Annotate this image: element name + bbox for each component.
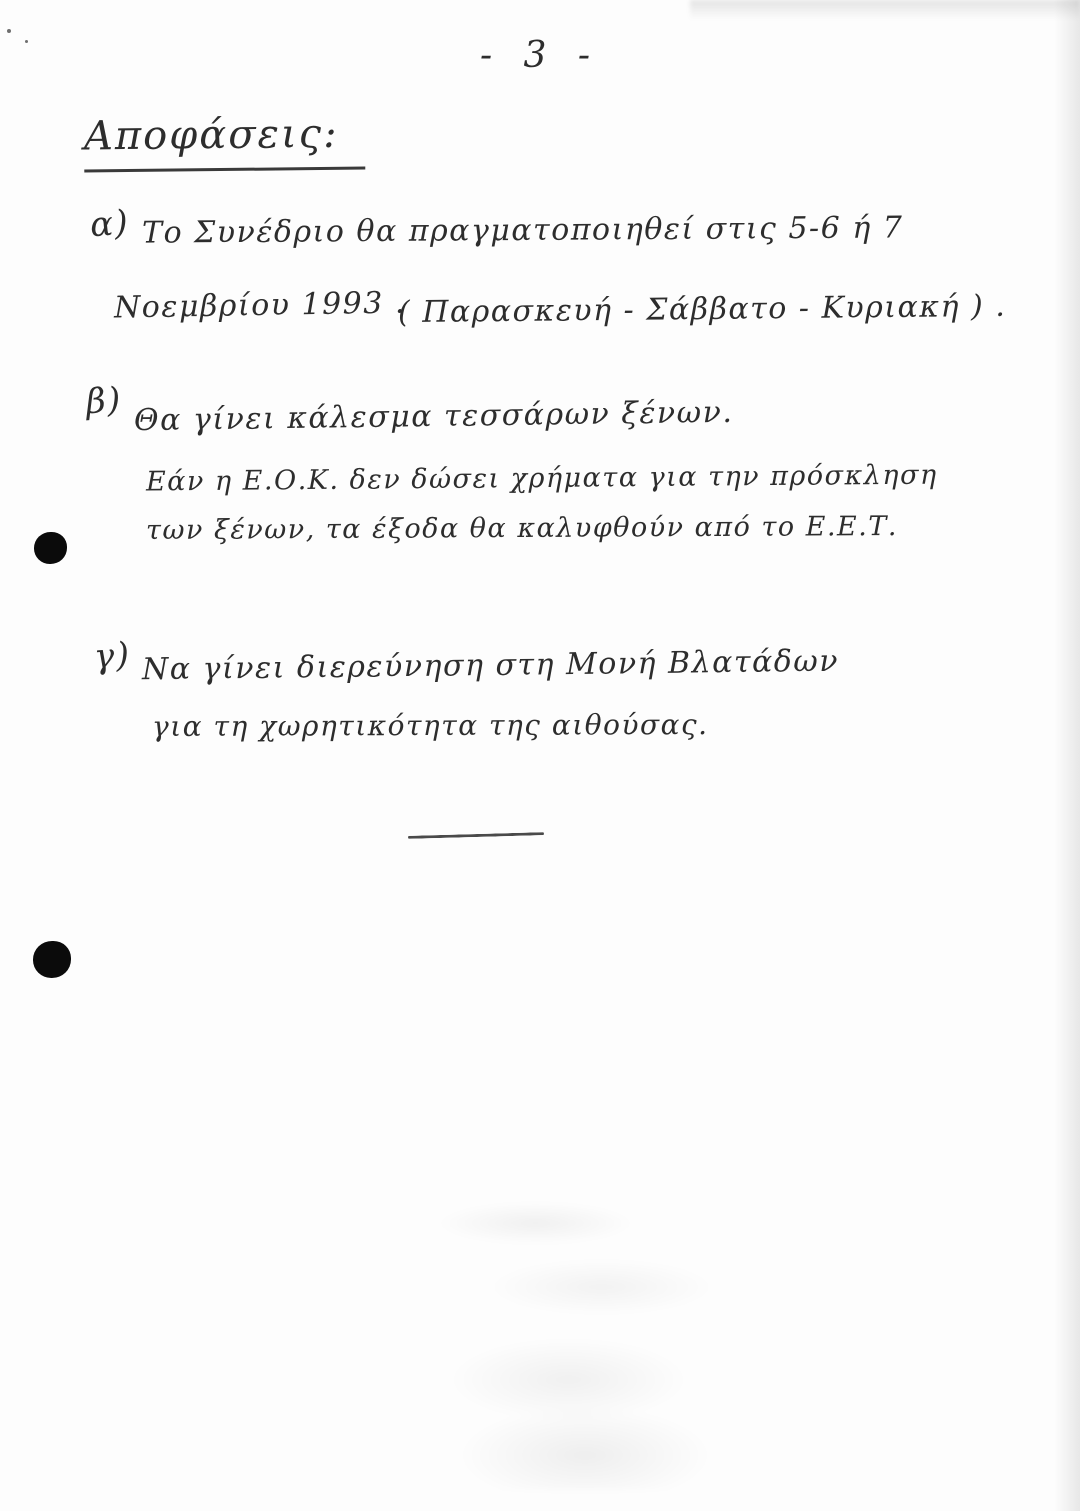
item-alpha-line: Νοεμβρίου 1993 . xyxy=(113,285,407,326)
item-beta-line: των ξένων, τα έξοδα θα καλυφθούν από το Ε.Ε.Τ. xyxy=(145,511,898,546)
item-alpha-line: ( Παρασκευή - Σάββατο - Κυριακή ) . xyxy=(397,288,1007,331)
ink-speck xyxy=(7,29,11,33)
item-gamma-line: Να γίνει διερεύνηση στη Μονή Βλατάδων xyxy=(141,643,840,688)
item-label-beta: β) xyxy=(84,379,124,423)
scan-top-smudge xyxy=(690,0,1080,20)
item-alpha-line: Το Συνέδριο θα πραγματοποιηθεί στις 5-6 ή 7 xyxy=(141,210,904,251)
item-label-gamma: γ) xyxy=(92,634,132,678)
separator-line xyxy=(408,832,544,839)
ink-bleed-through xyxy=(420,1200,750,1490)
item-gamma-line: για τη χωρητικότητα της αιθούσας. xyxy=(151,708,709,743)
item-beta-line: Εάν η Ε.Ο.Κ. δεν δώσει χρήματα για την πρόσκληση xyxy=(145,459,938,498)
scan-edge-shadow xyxy=(1054,0,1080,1511)
page-number: - 3 - xyxy=(479,35,601,76)
hole-punch-dot xyxy=(34,532,67,564)
page-title: Αποφάσεις: xyxy=(84,111,365,173)
item-beta-line: Θα γίνει κάλεσμα τεσσάρων ξένων. xyxy=(133,394,734,439)
hole-punch-dot xyxy=(33,941,71,978)
item-label-alpha: α) xyxy=(88,202,131,246)
